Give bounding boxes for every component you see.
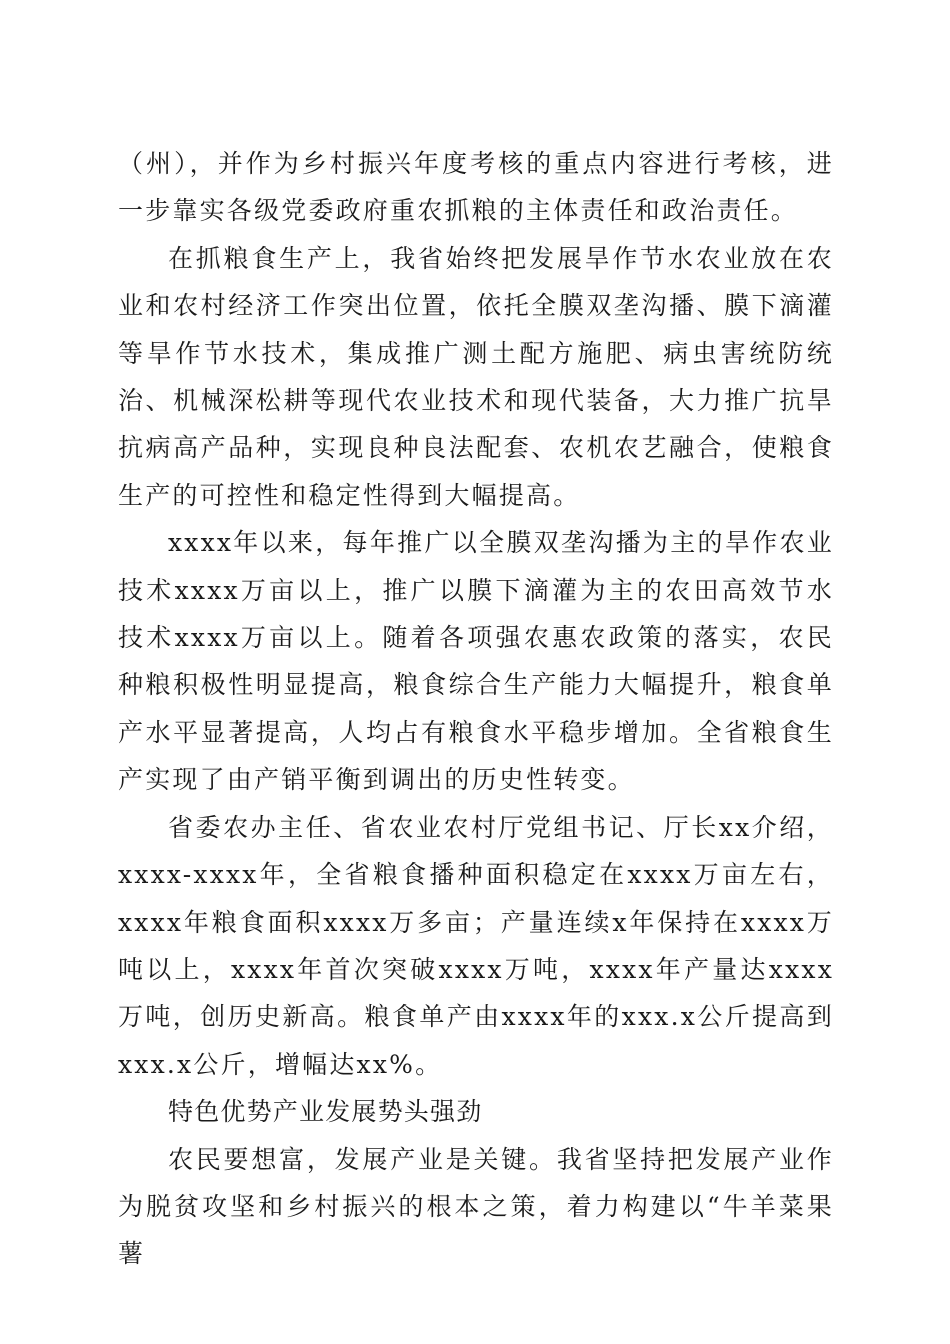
- paragraph-industry-development: 农民要想富，发展产业是关键。我省坚持把发展产业作为脱贫攻坚和乡村振兴的根本之策，着力构建以“牛羊菜果薯: [118, 1144, 834, 1269]
- paragraph-continuation: （州），并作为乡村振兴年度考核的重点内容进行考核，进一步靠实各级党委政府重农抓粮的主体责任和政治责任。: [118, 149, 834, 226]
- paragraph-technology-promotion: xxxx年以来，每年推广以全膜双垄沟播为主的旱作农业技术xxxx万亩以上，推广以膜下滴灌为主的农田高效节水技术xxxx万亩以上。随着各项强农惠农政策的落实，农民种粮积极性明显提高，粮食综合生产能力大幅提升，粮食单产水平显著提高，人均占有粮食水平稳步增加。全省粮食生产实现了由产销平衡到调出的历史性转变。: [118, 528, 834, 795]
- section-heading: 特色优势产业发展势头强劲: [168, 1097, 483, 1127]
- paragraph-grain-production: 在抓粮食生产上，我省始终把发展旱作节水农业放在农业和农村经济工作突出位置，依托全膜双垄沟播、膜下滴灌等旱作节水技术，集成推广测土配方施肥、病虫害统防统治、机械深松耕等现代农业技术和现代装备，大力推广抗旱抗病高产品种，实现良种良法配套、农机农艺融合，使粮食生产的可控性和稳定性得到大幅提高。: [118, 243, 834, 510]
- paragraph-statistics: 省委农办主任、省农业农村厅党组书记、厅长xx介绍，xxxx-xxxx年，全省粮食播种面积稳定在xxxx万亩左右，xxxx年粮食面积xxxx万多亩；产量连续x年保持在xxxx万吨以上，xxxx年首次突破xxxx万吨，xxxx年产量达xxxx万吨，创历史新高。粮食单产由xxxx年的xxx.x公斤提高到xxx.x公斤，增幅达xx%。: [118, 812, 834, 1079]
- document-body: [118, 140, 834, 1278]
